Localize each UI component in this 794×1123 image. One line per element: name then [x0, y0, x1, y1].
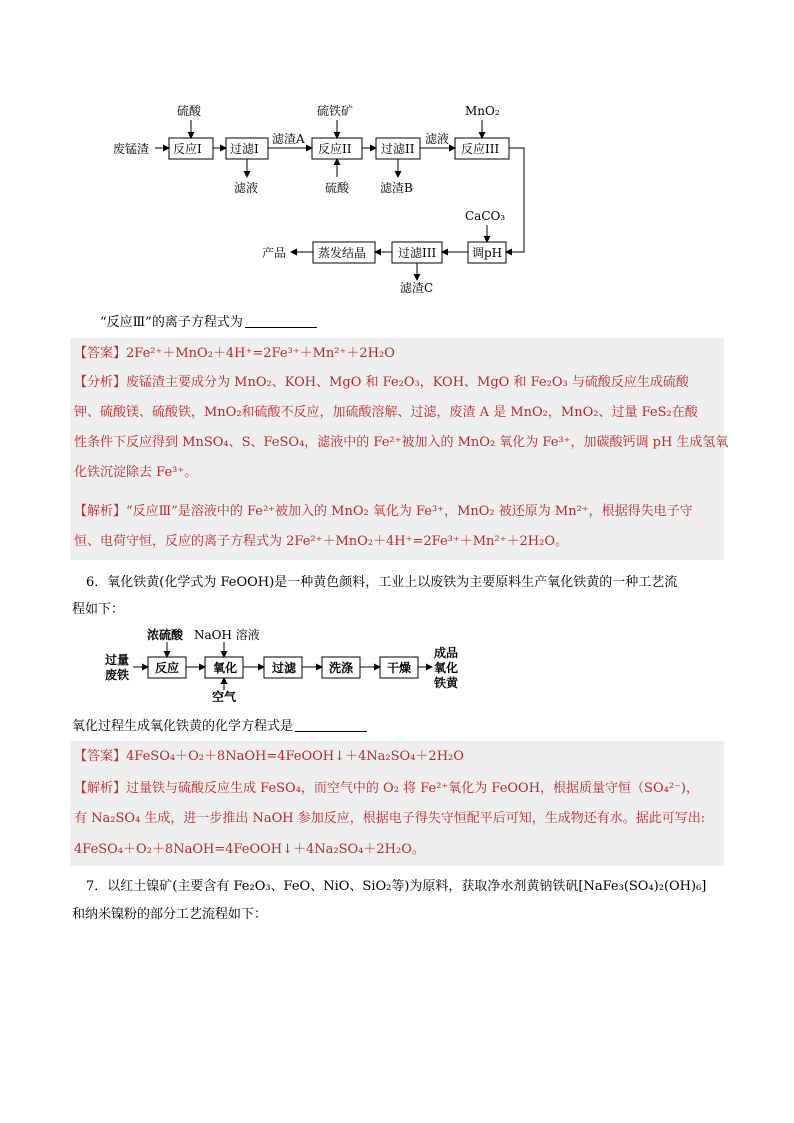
- q6-explain-line2: 有 Na₂SO₄ 生成，进一步推出 NaOH 参加反应，根据电子得失守恒配平后可知，生成物还有水。据此可写出:: [74, 811, 706, 826]
- flow-diagram-1: [0, 90, 794, 300]
- output-label-3: 铁黄: [434, 676, 459, 690]
- q5-question: [100, 314, 752, 332]
- explain-tag: 【解析】: [74, 504, 127, 519]
- box-oxid-label: 氧化: [213, 661, 238, 675]
- q6-explain-line1: 过量铁与硫酸反应生成 FeSO₄，而空气中的 O₂ 将 Fe²⁺氧化为 FeOOH，根据质量守恒（SO₄²⁻)，: [126, 781, 699, 796]
- q6-answer: 4FeSO₄＋O₂＋8NaOH=4FeOOH↓＋4Na₂SO₄＋2H₂O: [126, 749, 464, 764]
- slag-c-label: 滤渣C: [400, 281, 434, 295]
- slag-a-label: 滤渣A: [272, 132, 305, 146]
- box-dry-label: 干燥: [387, 661, 412, 675]
- box-r3-label: 反应III: [461, 142, 500, 156]
- slag-b-label: 滤渣B: [380, 181, 413, 195]
- q6-question-text: 氧化过程生成氧化铁黄的化学方程式是: [72, 719, 294, 734]
- q6-intro-line1: 6．氧化铁黄(化学式为 FeOOH)是一种黄色颜料，工业上以废铁为主要原料生产氧化铁黄的一种工艺流: [86, 575, 678, 590]
- naoh-label: NaOH 溶液: [194, 628, 260, 642]
- caco3-label: CaCO₃: [465, 209, 506, 223]
- pyrite-label: 硫铁矿: [317, 104, 354, 118]
- answer-tag: 【答案】: [74, 749, 127, 764]
- q5-analysis-line3: 性条件下反应得到 MnSO₄、S、FeSO₄，滤液中的 Fe²⁺被加入的 MnO₂ 氧化为 Fe³⁺，加碳酸钙调 pH 生成氢氧: [74, 435, 729, 450]
- box-r2-label: 反应II: [318, 142, 352, 156]
- q5-analysis-line1: 废锰渣主要成分为 MnO₂、KOH、MgO 和 Fe₂O₃，KOH、MgO 和 Fe₂O₃ 与硫酸反应生成硫酸: [126, 375, 689, 390]
- answer-blank: [245, 315, 317, 328]
- box-f1-label: 过滤I: [230, 142, 259, 156]
- box-f2-label: 过滤II: [381, 142, 415, 156]
- q5-answer-panel: [70, 338, 729, 560]
- input-label-2: 废铁: [105, 668, 130, 682]
- q5-explain-line1: “反应Ⅲ”是溶液中的 Fe²⁺被加入的 MnO₂ 氧化为 Fe³⁺，MnO₂ 被还原为 Mn²⁺，根据得失电子守: [126, 504, 693, 519]
- q5-analysis-line4: 化铁沉淀除去 Fe³⁺。: [74, 465, 198, 480]
- input-label-1: 过量: [105, 653, 130, 667]
- output-label-1: 成品: [434, 646, 459, 660]
- answer-tag: 【答案】: [74, 346, 127, 361]
- q6-answer-panel: [70, 741, 724, 866]
- box-evap-label: 蒸发结晶: [318, 246, 367, 260]
- box-f3-label: 过滤III: [398, 246, 437, 260]
- q5-analysis-line2: 钾、硫酸镁、硫酸铁，MnO₂和硫酸不反应，加硫酸溶解、过滤，废渣 A 是 MnO₂，MnO₂、过量 FeS₂在酸: [74, 405, 698, 420]
- explain-tag: 【解析】: [74, 781, 127, 796]
- q5-question-text: “反应Ⅲ”的离子方程式为: [100, 315, 243, 330]
- product-label: 产品: [262, 246, 287, 260]
- q6-intro-line2: 程如下：: [72, 602, 125, 617]
- box-filter-label: 过滤: [272, 661, 297, 675]
- q7-intro-line1: 7．以红土镍矿(主要含有 Fe₂O₃、FeO、NiO、SiO₂等)为原料，获取净水剂黄钠铁矾[NaFe₃(SO₄)₂(OH)₆]: [86, 879, 707, 894]
- q6-question: [72, 718, 724, 736]
- acid-bottom-label: 硫酸: [325, 181, 350, 195]
- box-ph-label: 调pH: [472, 246, 503, 260]
- conc-acid-label: 浓硫酸: [147, 628, 184, 642]
- box-r1-label: 反应I: [173, 142, 202, 156]
- mno2-label: MnO₂: [465, 104, 500, 118]
- output-label-2: 氧化: [434, 661, 459, 675]
- flow-diagram-2: [0, 620, 794, 702]
- q5-answer: 2Fe²⁺＋MnO₂＋4H⁺=2Fe³⁺＋Mn²⁺＋2H₂O: [126, 346, 395, 361]
- filtrate2-label: 滤液: [425, 132, 450, 146]
- waste-label: 废锰渣: [113, 142, 150, 156]
- q6-explain-line3: 4FeSO₄＋O₂＋8NaOH=4FeOOH↓＋4Na₂SO₄＋2H₂O。: [74, 842, 425, 857]
- filtrate1-label: 滤液: [234, 181, 259, 195]
- q5-explain-line2: 恒、电荷守恒，反应的离子方程式为 2Fe²⁺＋MnO₂＋4H⁺=2Fe³⁺＋Mn²⁺＋2H₂O。: [74, 534, 568, 549]
- box-wash-label: 洗涤: [329, 661, 354, 675]
- acid-top-label: 硫酸: [177, 104, 202, 118]
- analysis-tag: 【分析】: [74, 375, 127, 390]
- box-react-label: 反应: [155, 661, 180, 675]
- air-label: 空气: [212, 690, 237, 702]
- answer-blank: [295, 719, 367, 732]
- q7-intro-line2: 和纳米镍粉的部分工艺流程如下：: [72, 907, 268, 922]
